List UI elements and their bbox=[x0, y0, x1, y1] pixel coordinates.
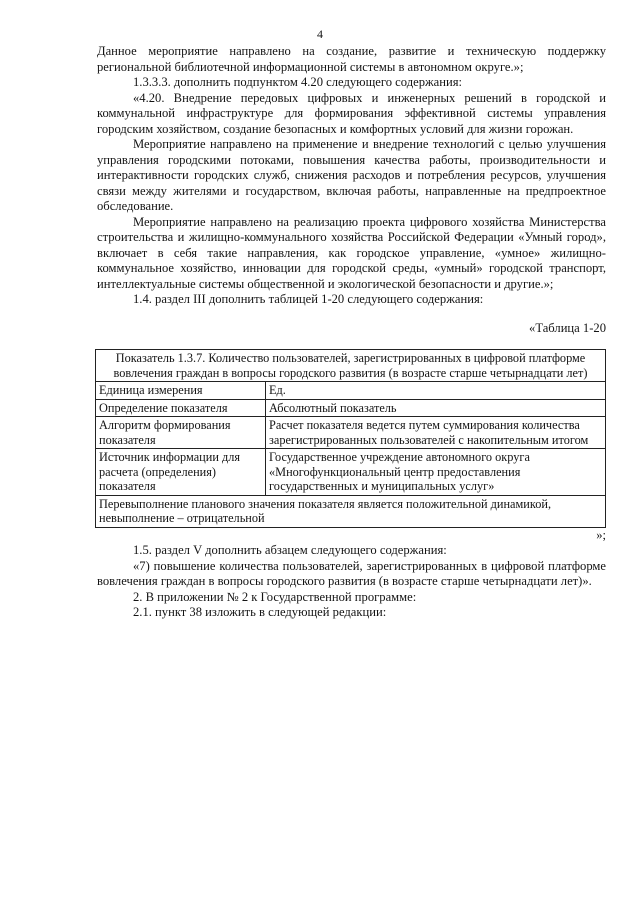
paragraph: Мероприятие направлено на реализацию проекта цифрового хозяйства Министерства строительства и жилищно-коммунального хозяйства Российской Федерации «Умный город», включает в себя такие направления, как городское управление, «умное» жилищно-коммунальное хозяйство, инновации для городской среды, «умный» городской транспорт, интеллектуальные системы общественной и экологической безопасности и другие.»; bbox=[97, 214, 606, 291]
paragraph: 2.1. пункт 38 изложить в следующей редакции: bbox=[133, 605, 387, 619]
page-number: 4 bbox=[317, 27, 323, 41]
table-value-cell: Ед. bbox=[266, 382, 606, 400]
table-row bbox=[96, 399, 606, 417]
paragraph: «7) повышение количества пользователей, зарегистрированных в цифровой платформе вовлечения граждан в вопросы городского развития (в возрасте старше четырнадцати лет)». bbox=[97, 558, 606, 588]
table-value-cell: Абсолютный показатель bbox=[266, 399, 606, 417]
paragraph: «4.20. Внедрение передовых цифровых и инженерных решений в городской и коммунальной инфраструктуре для формирования эффективной системы управления городским хозяйством, создание безопасных и комфортных условий для жизни горожан. bbox=[97, 90, 606, 136]
paragraph: 2. В приложении № 2 к Государственной программе: bbox=[133, 589, 417, 604]
table-caption: «Таблица 1-20 bbox=[529, 320, 606, 335]
paragraph: Данное мероприятие направлено на создание, развитие и техническую поддержку региональной библиотечной информационной системы в автономном округе.»; bbox=[97, 44, 606, 74]
paragraph: 1.4. раздел III дополнить таблицей 1-20 следующего содержания: bbox=[133, 292, 484, 306]
table-row bbox=[96, 449, 606, 496]
paragraph: Мероприятие направлено на применение и внедрение технологий с целью улучшения управления городскими потоками, повышения качества работы, производительности и интерактивности городских служб, снижения расходов и потребления ресурсов, улучшения связи между жителями и государством, включая работы, направленные на предпроектное обследование. bbox=[97, 137, 606, 213]
table-row bbox=[96, 350, 606, 382]
table-value-cell: Расчет показателя ведется путем суммирования количества зарегистрированных пользователей с накопительным итогом bbox=[266, 417, 606, 449]
table-closing-mark: »; bbox=[596, 527, 606, 542]
table-label-cell: Алгоритм формирования показателя bbox=[96, 417, 266, 449]
table-label-cell: Источник информации для расчета (определения) показателя bbox=[96, 449, 266, 496]
table-label-cell: Определение показателя bbox=[96, 399, 266, 417]
table-label-cell: Единица измерения bbox=[96, 382, 266, 400]
document-body bbox=[97, 44, 606, 621]
indicator-table bbox=[95, 349, 606, 528]
paragraph: 1.3.3.3. дополнить подпунктом 4.20 следующего содержания: bbox=[133, 75, 463, 89]
table-header-cell: Показатель 1.3.7. Количество пользователей, зарегистрированных в цифровой платформе вовлечения граждан в вопросы городского развития (в возрасте старше четырнадцати лет) bbox=[96, 350, 606, 382]
table-row bbox=[96, 495, 606, 527]
table-value-cell: Государственное учреждение автономного округа «Многофункциональный центр предоставления государственных и муниципальных услуг» bbox=[266, 449, 606, 496]
table-footer-cell: Перевыполнение планового значения показателя является положительной динамикой, невыполнение – отрицательной bbox=[96, 495, 606, 527]
table-row bbox=[96, 382, 606, 400]
table-row bbox=[96, 417, 606, 449]
paragraph: 1.5. раздел V дополнить абзацем следующего содержания: bbox=[133, 543, 447, 557]
